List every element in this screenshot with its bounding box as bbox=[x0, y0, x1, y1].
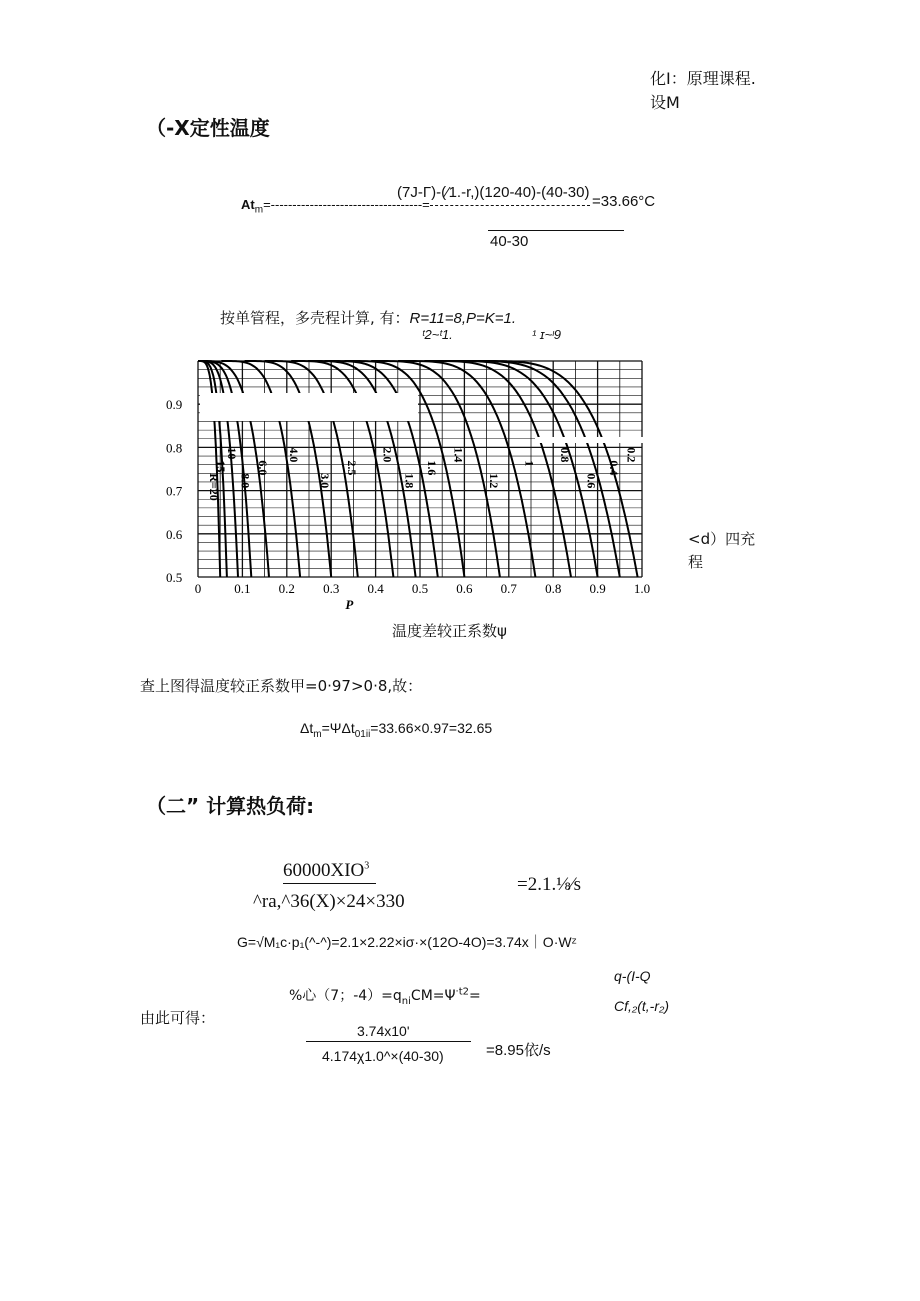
section-title-2: （二” 计算热负荷: bbox=[146, 794, 315, 818]
heatload-result: =2.1.⅛⁄s bbox=[517, 874, 582, 895]
x-tick-label: 0.8 bbox=[545, 581, 562, 596]
q-equation bbox=[289, 985, 481, 1007]
chart-title: 温度差较正系数ψ bbox=[392, 622, 507, 640]
curve-label-8.0: 8.0 bbox=[238, 473, 253, 489]
heatload-numerator-text: 60000XIO bbox=[283, 860, 365, 881]
curve-label-1.6: 1.6 bbox=[424, 460, 439, 476]
x-tick-label: 0.6 bbox=[456, 581, 473, 596]
curve-label-10: 10 bbox=[224, 447, 239, 460]
corrected-rhs: =33.66×0.97=32.65 bbox=[370, 720, 493, 736]
x-tick-label: 0 bbox=[194, 581, 202, 596]
heatload-fraction-bar bbox=[283, 883, 376, 884]
x-tick-label: 0.7 bbox=[500, 581, 517, 596]
x-axis-label: P bbox=[345, 597, 354, 612]
lmtd-prefix: At bbox=[241, 197, 255, 212]
header-line-1: 化I：原理课程. bbox=[650, 69, 756, 88]
shell-note-sub-left: ᵗ2~ᵗ1. bbox=[422, 327, 453, 342]
curve-1 bbox=[398, 361, 536, 577]
x-tick-label: 0.3 bbox=[323, 581, 340, 596]
y-tick-label: 0.6 bbox=[166, 526, 183, 542]
curve-label-15: 15 bbox=[213, 460, 228, 473]
correction-chart bbox=[160, 355, 660, 617]
curve-label-1.4: 1.4 bbox=[451, 447, 466, 463]
final-result: =8.95依/s bbox=[486, 1042, 551, 1059]
curve-label-0.2: 0.2 bbox=[624, 447, 639, 463]
x-tick-label: 0.2 bbox=[278, 581, 295, 596]
curve-label-3.0: 3.0 bbox=[318, 473, 333, 489]
heatload-numerator-sup: 3 bbox=[364, 860, 370, 872]
lmtd-fraction-bar bbox=[488, 230, 624, 231]
lmtd-numerator: (7J-Γ)-(⁄1.-r,)(120-40)-(40-30) bbox=[397, 184, 590, 201]
curve-label-0.4: 0.4 bbox=[606, 460, 621, 476]
header-line-2: 设M bbox=[650, 93, 680, 112]
x-tick-label: 0.1 bbox=[234, 581, 251, 596]
g-equation: G=√M₁c·p₁(^-^)=2.1×2.22×iσ·×(12O-4O)=3.74x｜O·Wᶻ bbox=[237, 934, 577, 950]
y-tick-label: 0.9 bbox=[166, 397, 183, 413]
lmtd-dashes: =-----------------------------------= bbox=[263, 197, 430, 212]
q-right-bottom: Cf,₂(t,-r₂) bbox=[614, 998, 669, 1014]
x-tick-label: 0.5 bbox=[411, 581, 429, 596]
curve-label-0.8: 0.8 bbox=[557, 447, 572, 463]
q-mid: CM=Ψ bbox=[410, 988, 456, 1004]
q-eq: = bbox=[469, 988, 481, 1004]
q-lhs-sub: ni bbox=[401, 995, 411, 1007]
therefore-text: 由此可得： bbox=[140, 1009, 216, 1027]
q-lhs: %心（7；-4）=q bbox=[289, 988, 402, 1004]
lmtd-prefix-sub: m bbox=[254, 204, 264, 216]
final-fraction-bar bbox=[306, 1041, 471, 1042]
curve-label-0.6: 0.6 bbox=[584, 473, 599, 489]
corrected-equation bbox=[300, 720, 492, 740]
shell-note-sub-right: ¹ ɪ~ᶦ9 bbox=[532, 327, 562, 342]
curve-label-R=20: R=20 bbox=[207, 473, 222, 501]
shell-note bbox=[220, 307, 516, 328]
lmtd-lhs bbox=[241, 197, 430, 216]
x-tick-label: 0.9 bbox=[589, 581, 606, 596]
lmtd-denominator: 40-30 bbox=[490, 233, 529, 250]
curve-label-6.0: 6.0 bbox=[256, 460, 271, 476]
shell-note-values: R=11=8,P=K=1. bbox=[409, 310, 517, 327]
curve-0.6 bbox=[444, 361, 597, 577]
final-denominator: 4.174χ1.0^×(40-30) bbox=[322, 1048, 444, 1064]
y-tick-label: 0.7 bbox=[166, 483, 183, 499]
curve-label-4.0: 4.0 bbox=[287, 447, 302, 463]
corrected-mid: =ΨΔt bbox=[321, 720, 355, 736]
mask-patch bbox=[200, 393, 418, 421]
corrected-lhs: Δt bbox=[300, 720, 314, 736]
chart-side-note-1: <d）四充 bbox=[688, 530, 756, 548]
curve-label-2.5: 2.5 bbox=[344, 460, 359, 476]
y-tick-label: 0.5 bbox=[166, 570, 183, 585]
chart-side-note-2: 程 bbox=[688, 553, 704, 571]
lmtd-dash-line bbox=[430, 205, 590, 206]
shell-note-text: 按单管程，多壳程计算, 有： bbox=[220, 309, 410, 327]
curve-label-1.8: 1.8 bbox=[402, 473, 417, 489]
mask-patch bbox=[535, 437, 645, 443]
corrected-mid-sub: 01ii bbox=[354, 728, 371, 740]
curve-label-1: 1 bbox=[522, 460, 537, 467]
y-tick-label: 0.8 bbox=[166, 440, 183, 456]
curve-label-1.2: 1.2 bbox=[486, 473, 501, 489]
curve-label-2.0: 2.0 bbox=[380, 447, 395, 463]
final-numerator: 3.74x10' bbox=[357, 1023, 410, 1039]
correction-chart-svg bbox=[160, 355, 660, 617]
section-title-1: （-X定性温度 bbox=[146, 116, 270, 140]
q-right-top: q-(I-Q bbox=[614, 968, 651, 984]
lmtd-result: =33.66°C bbox=[592, 193, 656, 210]
heatload-denominator: ^ra,^36(X)×24×330 bbox=[253, 891, 405, 912]
lookup-text: 查上图得温度较正系数甲=0·97>0·8,故： bbox=[140, 677, 423, 695]
x-tick-label: 1.0 bbox=[633, 581, 651, 596]
corrected-lhs-sub: m bbox=[313, 728, 322, 740]
heatload-numerator bbox=[283, 860, 369, 882]
x-tick-label: 0.4 bbox=[367, 581, 384, 596]
q-mid-sup: ·t2 bbox=[455, 986, 469, 998]
